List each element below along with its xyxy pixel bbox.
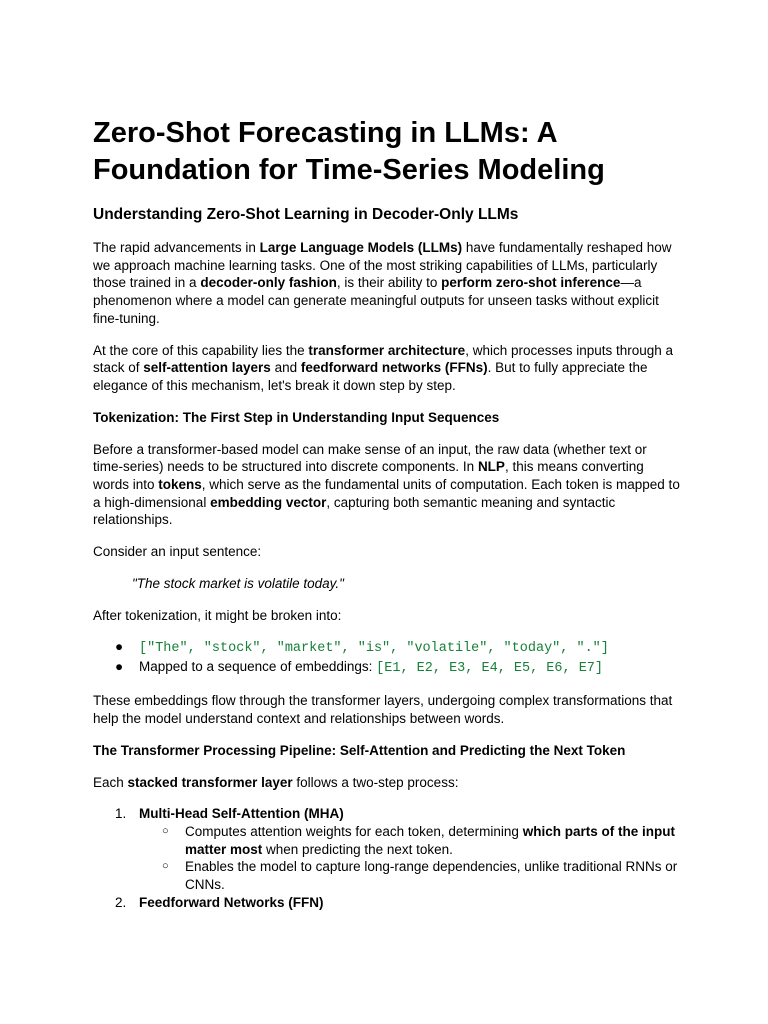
circle-bullet-icon: ○ xyxy=(162,860,169,873)
text-run: follows a two-step process: xyxy=(292,774,459,790)
text-run: , which processes inputs through a stack of xyxy=(93,342,674,376)
text-run: and xyxy=(270,360,301,376)
consider-paragraph: Consider an input sentence: xyxy=(93,544,262,560)
step-title: Multi-Head Self-Attention (MHA) xyxy=(139,806,344,822)
step-number: 2. xyxy=(115,894,127,910)
example-quote: "The stock market is volatile today." xyxy=(132,575,344,591)
tokenization-subheading: Tokenization: The First Step in Understanding Input Sequences xyxy=(93,409,500,425)
bold-term: self-attention layers xyxy=(143,360,271,376)
bold-term: perform zero-shot inference xyxy=(441,275,621,291)
list-item xyxy=(93,805,680,894)
embedding-list-code: [E1, E2, E3, E4, E5, E6, E7] xyxy=(376,661,604,677)
text-run: , this means converting words into xyxy=(93,459,644,493)
list-item xyxy=(93,658,680,678)
after-tokenization-paragraph: After tokenization, it might be broken into: xyxy=(93,607,342,623)
intro-paragraph xyxy=(93,239,680,328)
text-run: —a phenomenon where a model can generate meaningful outputs for unseen tasks without explicit fine-tuning. xyxy=(93,275,659,326)
text-run: Each xyxy=(93,774,128,790)
section-heading: Understanding Zero-Shot Learning in Decoder-Only LLMs xyxy=(93,206,519,223)
bold-term: tokens xyxy=(158,477,202,493)
bold-term: embedding vector xyxy=(210,494,327,510)
token-bullet-list xyxy=(93,638,680,678)
bold-term: Large Language Models (LLMs) xyxy=(259,240,463,255)
list-item xyxy=(139,823,680,858)
text-run: Before a transformer-based model can make sense of an input, the raw data (whether text or time-series) needs to be structured into discrete components. In xyxy=(93,441,647,475)
text-run: , is their ability to xyxy=(336,275,442,291)
circle-bullet-icon: ○ xyxy=(162,825,169,838)
architecture-paragraph xyxy=(93,342,680,395)
list-item xyxy=(93,894,680,912)
process-steps-list xyxy=(93,805,680,911)
text-run: Enables the model to capture long-range dependencies, unlike traditional RNNs or CNNs. xyxy=(185,859,678,893)
bullet-icon: ● xyxy=(115,659,124,675)
document-title: Zero-Shot Forecasting in LLMs: A Foundation for Time-Series Modeling xyxy=(93,117,605,186)
text-run: At the core of this capability lies the xyxy=(93,342,309,358)
tokenization-paragraph xyxy=(93,441,680,530)
sub-bullet-list xyxy=(139,823,680,894)
text-run: , capturing both semantic meaning and syntactic relationships. xyxy=(93,494,616,528)
list-item xyxy=(93,638,680,658)
bold-term: transformer architecture xyxy=(308,342,466,358)
step-number: 1. xyxy=(115,806,127,822)
text-run: . But to fully appreciate the elegance of this mechanism, let's break it down step by step. xyxy=(93,360,648,393)
process-paragraph xyxy=(93,774,680,792)
bold-term: NLP xyxy=(477,459,505,475)
bold-term: decoder-only fashion xyxy=(200,275,337,291)
text-run: Computes attention weights for each token, determining xyxy=(185,824,523,840)
bold-term: which parts of the input matter most xyxy=(185,824,675,857)
text-run: The rapid advancements in xyxy=(93,240,260,255)
bullet-icon: ● xyxy=(115,639,124,655)
text-run: when predicting the next token. xyxy=(262,841,453,857)
list-item xyxy=(139,858,680,893)
list-item-text: Mapped to a sequence of embeddings: xyxy=(139,659,377,675)
bold-term: stacked transformer layer xyxy=(127,774,293,790)
text-run: have fundamentally reshaped how we approach machine learning tasks. One of the most striking capabilities of LLMs, particularly those trained in a xyxy=(93,240,672,291)
embeddings-paragraph: These embeddings flow through the transformer layers, undergoing complex transformations that help the model understand context and relationships between words. xyxy=(93,693,673,726)
token-list-code: ["The", "stock", "market", "is", "volatile", "today", "."] xyxy=(139,641,609,657)
bold-term: feedforward networks (FFNs) xyxy=(300,360,488,376)
text-run: , which serve as the fundamental units of computation. Each token is mapped to a high-dimensional xyxy=(93,477,680,510)
pipeline-subheading: The Transformer Processing Pipeline: Self-Attention and Predicting the Next Token xyxy=(93,742,626,758)
step-title: Feedforward Networks (FFN) xyxy=(139,894,324,910)
